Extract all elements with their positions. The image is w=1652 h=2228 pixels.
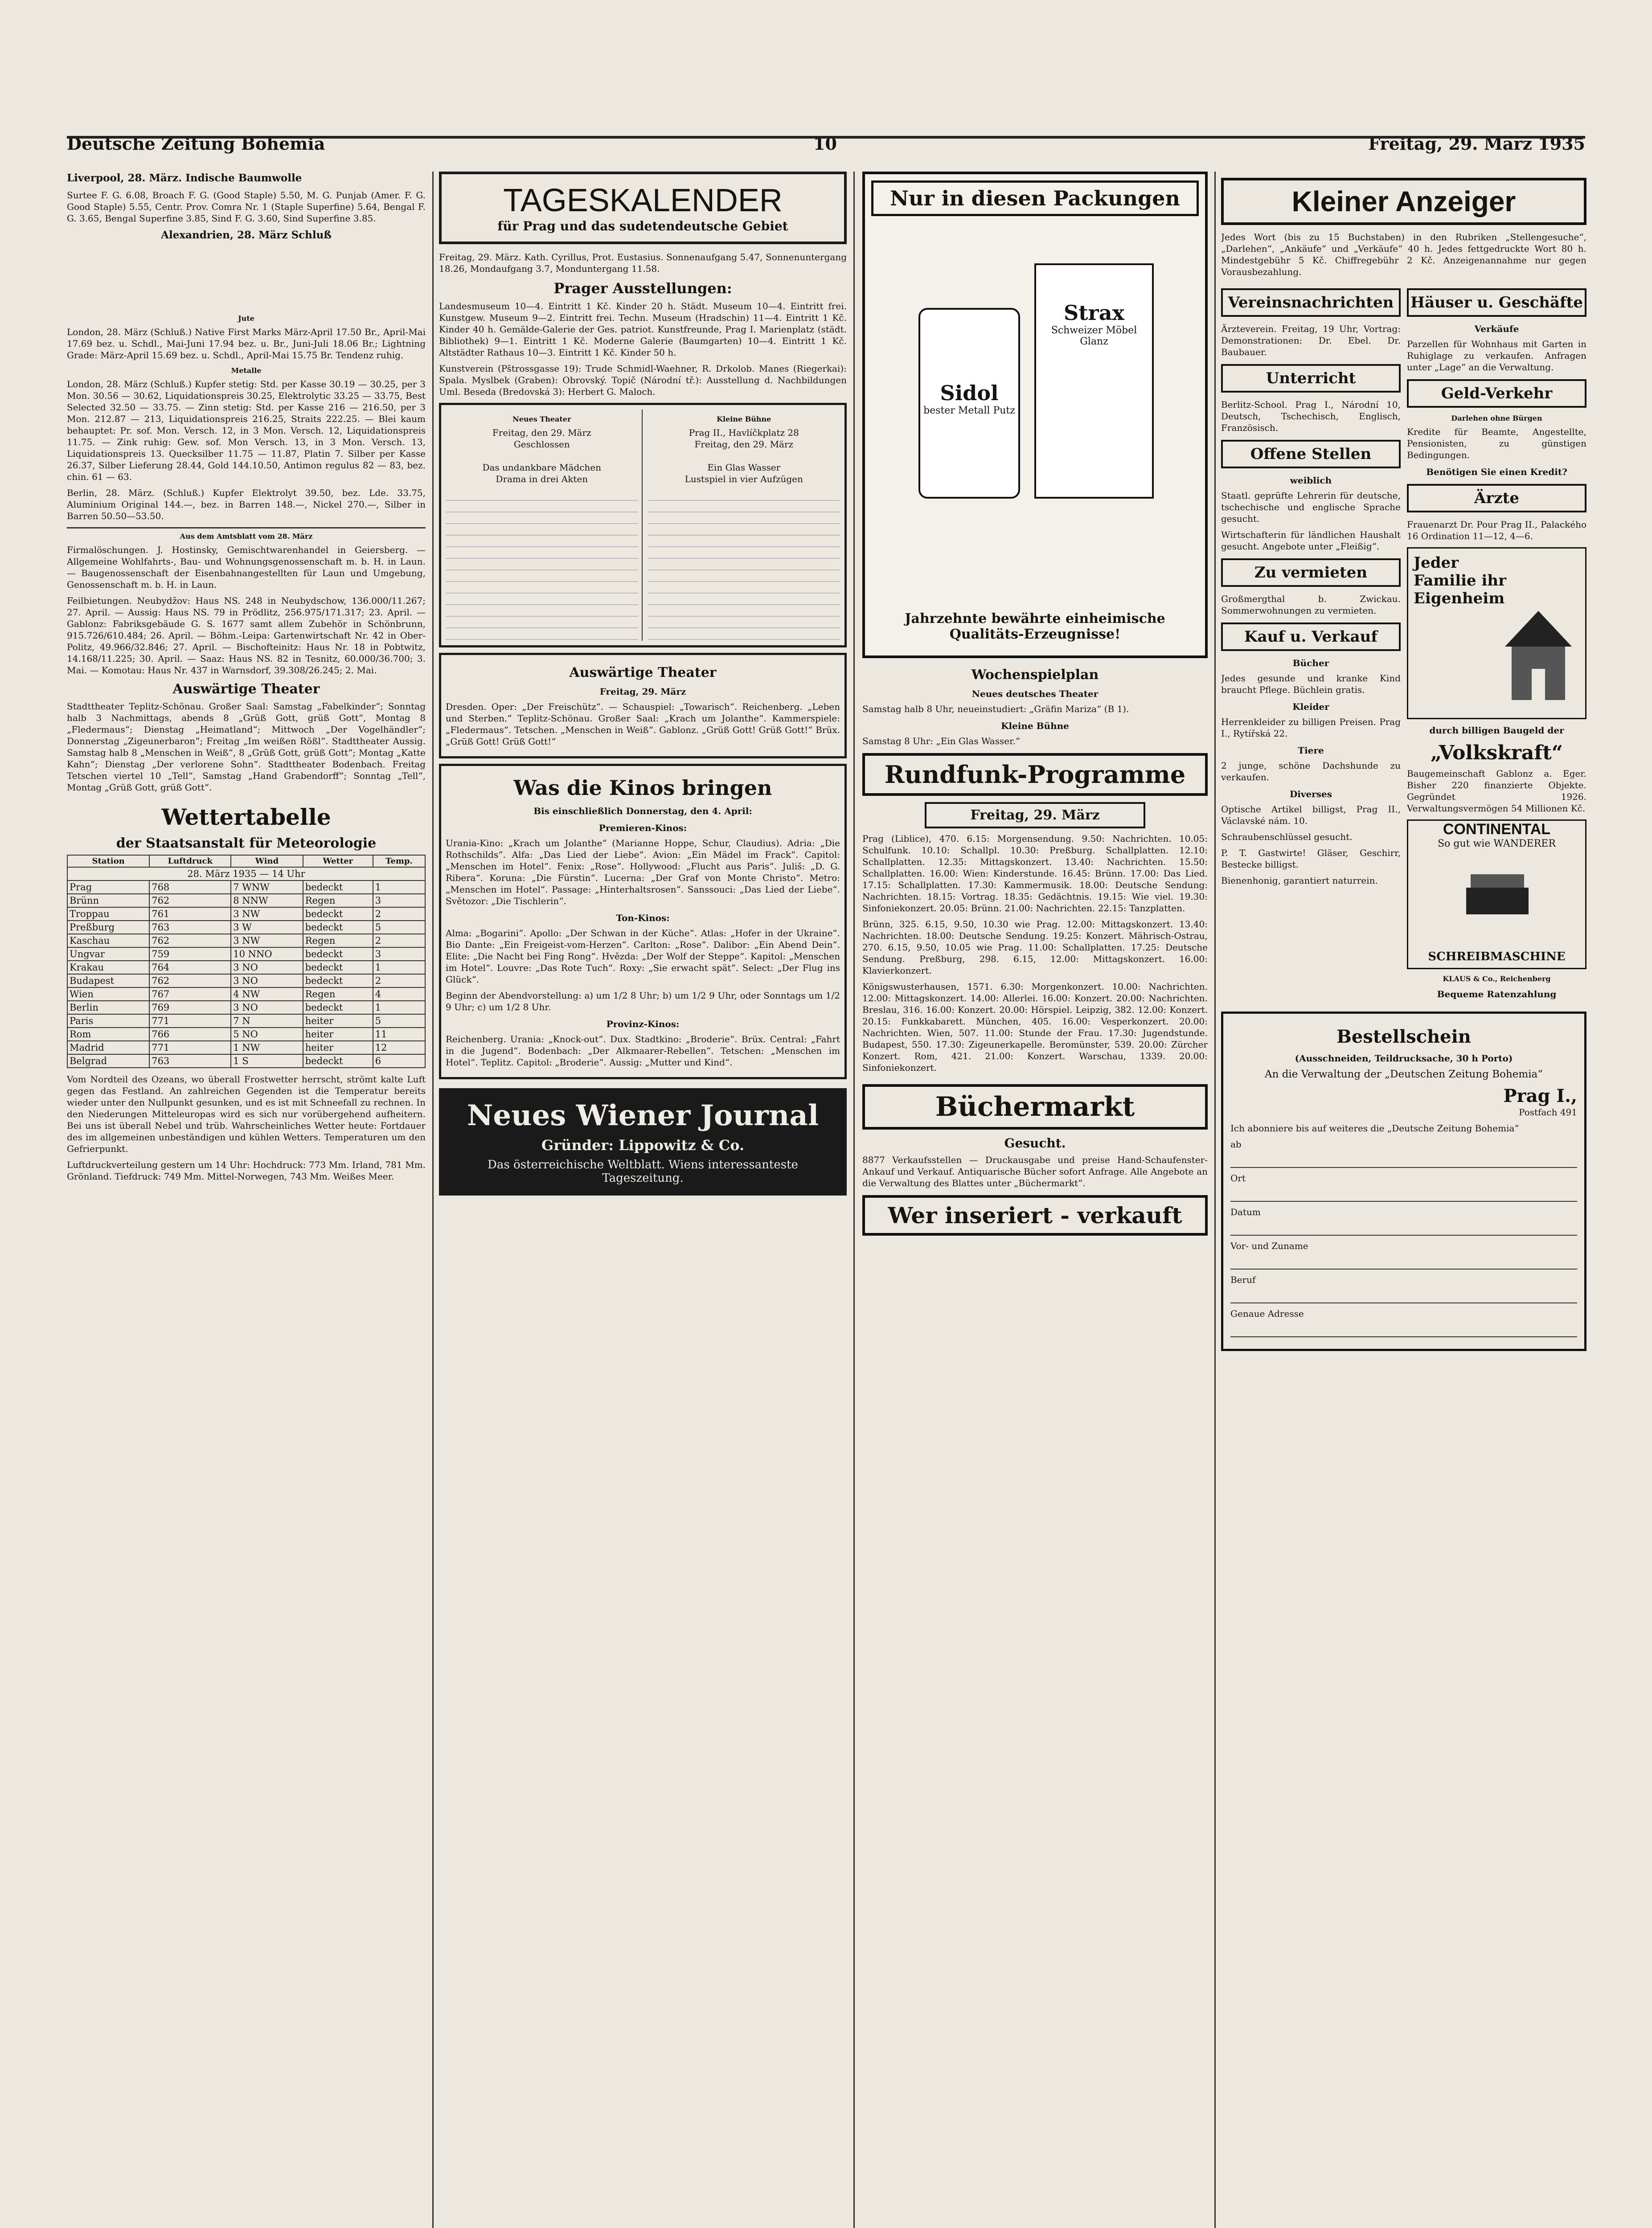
weather-cell: 5	[373, 1014, 425, 1028]
weather-cell: bedeckt	[303, 1054, 373, 1068]
dachshunde-text: 2 junge, schöne Dachshunde zu verkaufen.	[1221, 760, 1401, 782]
bestellschein[interactable]	[1221, 1012, 1586, 1351]
journal-founder: Gründer: Lippowitz & Co.	[541, 1137, 745, 1154]
classified-left	[1221, 282, 1401, 1003]
weather-time: 14 Uhr	[272, 868, 305, 879]
weather-cell: 766	[149, 1028, 231, 1041]
postfach-text: Postfach 491	[1519, 1107, 1577, 1118]
weather-cell: 763	[149, 1054, 231, 1068]
unterricht-label: Unterricht	[1221, 364, 1401, 393]
weather-cell: bedeckt	[303, 881, 373, 894]
weather-row	[67, 1028, 425, 1041]
neues-theater-text: Freitag, den 29. März Geschlossen Das undankbare Mädchen Drama in drei Akten	[482, 427, 602, 484]
header-right: Freitag, 29. März 1935	[1368, 134, 1585, 154]
weather-row	[67, 881, 425, 894]
weather-cell: 771	[149, 1014, 231, 1028]
weather-header: Wetter	[303, 855, 373, 867]
provinz-title: Provinz-Kinos:	[606, 1019, 680, 1029]
rundfunk-date: Freitag, 29. März	[925, 802, 1145, 828]
wirtschafterin-text: Wirtschafterin für ländlichen Haushalt gesucht. Angebote unter „Fleißig“.	[1221, 529, 1401, 552]
adresse-field[interactable]	[1230, 1308, 1577, 1337]
haeuser-label: Häuser u. Geschäfte	[1407, 288, 1586, 317]
ort-label: Ort	[1230, 1173, 1246, 1184]
header-rule	[67, 136, 1585, 139]
weather-cell: bedeckt	[303, 1001, 373, 1014]
weather-cell: 2	[373, 907, 425, 921]
weather-row	[67, 961, 425, 974]
ad-can2: Strax	[1064, 301, 1124, 325]
metals-text: London, 28. März (Schluß.) Kupfer stetig: Std. per Kasse 30.19 — 30.25, per 3 Mon. 30.56 — 30.62, Liquidationspreis 30.25, Elektrolytic 33.25 — 33.75, Best Selected 32.50 — 33.75. — Zinn stetig: Std. per Kasse 216 — 216.50, per 3 Mon. 212.87 — 213, Liquidationspreis 216.25, Straits 222.25. — Blei kaum behauptet: Pr. sof. Mon. Versch. 12, in 3 Mon. Versch. 12, Liquidationspreis 11.75. — Zink ruhig: Gew. sof. Mon Versch. 13, in 3 Mon. Versch. 13, Liquidationspreis 13. Quecksilber 11.75 — 11.87, Platin 7. Silber per Kasse 26.37, Silber Lieferung 28.44, Gold 144.10.50, Antimon regulus 82 — 83, bez. chin. 61 — 63.	[67, 379, 426, 482]
weather-cell: Berlin	[67, 1001, 149, 1014]
theater-title: Auswärtige Theater	[172, 681, 320, 697]
weather-cell: Budapest	[67, 974, 149, 987]
weather-cell: heiter	[303, 1028, 373, 1041]
weather-cell: 3 NO	[231, 974, 303, 987]
weiblich-head: weiblich	[1290, 475, 1332, 486]
aus-theater-title: Auswärtige Theater	[569, 665, 717, 680]
weather-cell: Regen	[303, 934, 373, 947]
amtsblatt-text: Firmalöschungen. J. Hostinsky, Gemischtwarenhandel in Geiersberg. — Allgemeine Wohlfahrts-, Bau- und Wohnungsgenossenschaft m. b. H. in Laun. — Baugenossenschaft der Eisenbahnangestellten für Laun und Umgebung, Genossenschaft m. b. H. in Laun.	[67, 545, 426, 590]
bienenhonig-text: Bienenhonig, garantiert naturrein.	[1221, 875, 1378, 886]
amtsblatt-title: Aus dem Amtsblatt vom 28. März	[67, 527, 426, 541]
cast-list	[446, 489, 638, 641]
weather-cell: 2	[373, 974, 425, 987]
classified-grid	[1221, 282, 1586, 1003]
weather-row	[67, 987, 425, 1001]
beruf-line[interactable]	[1230, 1289, 1577, 1303]
forecast-text: Vom Nordteil des Ozeans, wo überall Frostwetter herrscht, strömt kalte Luft gegen das Festland. An zahlreichen Gegenden ist die Temperatur bereits wieder unter den Nullpunkt gesunken, und es ist mit Schneefall zu rechnen. In den Niederungen Mitteleuropas wird es sich nur vorübergehend aufheitern. Bei uns ist überall Nebel und trüb. Wahrscheinliches Wetter heute: Fortdauer des im allgemeinen unbeständigen und kühlen Wetters. Temperaturen um den Gefrierpunkt.	[67, 1074, 426, 1154]
herren-preise-text: Herrenkleider zu billigen Preisen. Prag I., Rytířská 22.	[1221, 717, 1401, 739]
weather-row	[67, 974, 425, 987]
weather-cell: Belgrad	[67, 1054, 149, 1068]
jute-text: London, 28. März (Schluß.) Native First Marks März-April 17.50 Br., April-Mai 17.69 bez. u. Schdl., Mai-Juni 17.94 bez. u. Br., Juni-Juli 18.06 Br.; Lightning Grade: März-April 15.69 bez. u. Schdl., April-Mai 15.75 Br. Tendenz ruhig.	[67, 327, 426, 360]
alexandria-title: Alexandrien, 28. März Schluß	[161, 229, 332, 241]
weather-row	[67, 1001, 425, 1014]
weather-cell: 3 NW	[231, 907, 303, 921]
jute-title: Jute	[238, 314, 254, 323]
theater-program	[439, 403, 847, 647]
parzellen-text: Parzellen für Wohnhaus mit Garten in Ruhiglage zu verkaufen. Anfragen unter „Lage“ an die Verwaltung.	[1407, 339, 1586, 373]
vereinsnachrichten-label: Vereinsnachrichten	[1221, 288, 1401, 317]
weather-cell: 3 W	[231, 921, 303, 934]
weather-cell: 6	[373, 1054, 425, 1068]
weather-cell: 762	[149, 934, 231, 947]
weather-cell: 5 NO	[231, 1028, 303, 1041]
ab-field[interactable]	[1230, 1139, 1577, 1168]
weather-row	[67, 947, 425, 961]
family-ad	[1407, 547, 1586, 719]
weather-cell: heiter	[303, 1041, 373, 1054]
prag-text: Prag I.,	[1503, 1085, 1577, 1106]
weather-cell: bedeckt	[303, 961, 373, 974]
weather-cell: bedeckt	[303, 907, 373, 921]
kino-footer: Beginn der Abendvorstellung: a) um 1/2 8 Uhr; b) um 1/2 9 Uhr, oder Sonntags um 1/2 9 Uhr; c) um 1/2 8 Uhr.	[446, 990, 840, 1012]
rundfunk-text3: Königswusterhausen, 1571. 6.30: Morgenkonzert. 10.00: Nachrichten. 12.00: Mittagskonzert. 14.00: Allerlei. 16.00: Konzert. 20.00: Nachrichten. Breslau, 316. 16.00: Konzert. 20.00: Hörspiel. Leipzig, 382. 12.00: Konzert. 20.15: Funkkabarett. München, 405. 16.00: Vesperkonzert. 20.00: Nachrichten. Wien, 507. 11.00: Stunde der Frau. 17.30: Jugendstunde. Budapest, 550. 17.30: Zigeunerkapelle. Beromünster, 539. 20.00: Zürcher Konzert. Rom, 421. 21.00: Konzert. Warschau, 1339. 20.00: Sinfoniekonzert.	[862, 981, 1208, 1073]
wanderer-text: So gut wie WANDERER	[1438, 838, 1556, 849]
familie-ad-text: Jeder Familie ihr Eigenheim	[1414, 554, 1507, 607]
weather-cell: 759	[149, 947, 231, 961]
weather-row	[67, 1041, 425, 1054]
buechermarkt-title: Büchermarkt	[862, 1084, 1208, 1130]
weather-cell: Regen	[303, 894, 373, 907]
ad-slogan: Nur in diesen Packungen	[871, 180, 1199, 216]
tageskalender-subtitle: für Prag und das sudetendeutsche Gebiet	[497, 219, 788, 233]
berlitz-text: Berlitz-School. Prag I., Národní 10, Deutsch, Tschechisch, Englisch, Französisch.	[1221, 399, 1401, 433]
theater-text: Stadttheater Teplitz-Schönau. Großer Saal: Samstag „Fabelkinder“; Sonntag halb 3 Nachmittags, abends 8 „Grüß Gott, grüß Gott“, Montag 8 „Fledermaus“; Dienstag „Heimatland“; Mittwoch „Der Vogelhändler“; Donnerstag „Zigeunerbaron“; Freitag „Im weißen Rößl“. Stadttheater Aussig. Samstag halb 8 „Menschen in Weiß“, 8 „Grüß Gott, grüß Gott“; Montag „Katte Kahn“; Dienstag „Der verlorene Sohn“. Stadttheater Bodenbach. Freitag Tetschen viertel 10 „Tell“, Samstag „Hand Grabendorff“; Sonntag „Tell“, Montag „Grüß Gott, grüß Gott“.	[67, 701, 426, 793]
weather-cell: Paris	[67, 1014, 149, 1028]
typewriter-icon	[1462, 870, 1533, 919]
continental-ad	[1407, 819, 1586, 969]
weather-cell: Regen	[303, 987, 373, 1001]
column-calendar	[439, 172, 847, 2228]
bestellschein-title: Bestellschein	[1336, 1026, 1471, 1047]
tageskalender-title: TAGESKALENDER	[503, 183, 783, 218]
kredit-head: Benötigen Sie einen Kredit?	[1426, 467, 1567, 477]
weather-cell: Ungvar	[67, 947, 149, 961]
kino-premieren: Premieren-Kinos:	[598, 823, 687, 833]
weather-cell: Brünn	[67, 894, 149, 907]
kino-title: Was die Kinos bringen	[513, 776, 772, 800]
neues-theater-title: Neues Theater	[512, 415, 571, 423]
geld-verkehr-label: Geld-Verkehr	[1407, 379, 1586, 408]
jedes-gesunde-text: Jedes gesunde und kranke Kind braucht Pflege. Büchlein gratis.	[1221, 673, 1401, 695]
aerzte-label: Ärzte	[1407, 484, 1586, 512]
weather-cell: bedeckt	[303, 947, 373, 961]
cast-list	[648, 489, 840, 641]
darlehen-text: Kredite für Beamte, Angestellte, Pensionisten, zu günstigen Bedingungen.	[1407, 426, 1586, 460]
lehrerin-text: Staatl. geprüfte Lehrerin für deutsche, tschechische und englische Sprache gesucht.	[1221, 490, 1401, 524]
weather-cell: Rom	[67, 1028, 149, 1041]
weather-title: Wettertabelle	[161, 804, 331, 830]
datum-line[interactable]	[1230, 1221, 1577, 1236]
continental-title: CONTINENTAL	[1443, 821, 1551, 838]
volkskraft-title: „Volkskraft“	[1431, 741, 1563, 764]
metals-title: Metalle	[231, 366, 262, 375]
weather-cell: 3	[373, 894, 425, 907]
exhibitions-title: Prager Ausstellungen:	[553, 280, 732, 297]
strax-box	[1034, 263, 1154, 499]
weather-cell: Wien	[67, 987, 149, 1001]
weather-cell: 764	[149, 961, 231, 974]
weather-cell: Krakau	[67, 961, 149, 974]
volkskraft-text: Baugemeinschaft Gablonz a. Eger. Bisher 220 finanzierte Objekte. Gegründet 1926. Verwaltungsvermögen 54 Millionen Kč.	[1407, 768, 1586, 814]
weather-cell: 3 NO	[231, 1001, 303, 1014]
tageskalender-box	[439, 172, 847, 244]
ad-can2-sub: Schweizer Möbel Glanz	[1051, 325, 1137, 347]
weather-cell: 1	[373, 881, 425, 894]
journal-sub: Das österreichische Weltblatt. Wiens interessanteste Tageszeitung.	[488, 1158, 798, 1185]
column-rule	[1214, 172, 1216, 2228]
datum-label: Datum	[1230, 1207, 1261, 1217]
exhibitions-text: Landesmuseum 10—4. Eintritt 1 Kč. Kinder 20 h. Städt. Museum 10—4. Eintritt frei. Kunstgew. Museum 9—2. Eintritt frei. Techn. Museum (Hradschin) 11—4. Eintritt 1 Kč. Kinder 40 h. Gemälde-Galerie der Ges. patriot. Kunstfreunde, Prag I. Marienplatz (städt. Bibliothek) 9—1. Eintritt 1 Kč. Moderne Galerie (Baumgarten) 10—4. Eintritt 1 Kč. Altstädter Rathaus 10—3. Eintritt 1 Kč. Kinder 50 h.	[439, 301, 847, 358]
beruf-field[interactable]	[1230, 1274, 1577, 1303]
market-text: Surtee F. G. 6.08, Broach F. G. (Good Staple) 5.50, M. G. Punjab (Amer. F. G. Good Staple) 5.55, Centr. Prov. Comra Nr. 1 (Staple Superfine) 5.64, Bengal F. G. 3.65, Bengal Superfine 3.85, Sind F. G. 3.60, Sind Superfine 3.85.	[67, 190, 426, 224]
adresse-line[interactable]	[1230, 1323, 1577, 1337]
weather-cell: 763	[149, 921, 231, 934]
diverses-head: Diverses	[1289, 789, 1332, 799]
weather-header: Luftdruck	[149, 855, 231, 867]
frauenarzt-text: Frauenarzt Dr. Pour Prag II., Palackého 16 Ordination 11—12, 4—6.	[1407, 519, 1586, 541]
weather-cell: Kaschau	[67, 934, 149, 947]
house-illustration	[1500, 598, 1576, 709]
weather-cell: 1	[373, 961, 425, 974]
weather-row	[67, 1054, 425, 1068]
weather-subtitle: der Staatsanstalt für Meteorologie	[116, 836, 377, 851]
weather-cell: 7 N	[231, 1014, 303, 1028]
aus-theater-date: Freitag, 29. März	[599, 686, 686, 697]
schreibmaschine-text: SCHREIBMASCHINE	[1428, 950, 1566, 963]
classified-right	[1407, 282, 1586, 1003]
weather-cell: 1 S	[231, 1054, 303, 1068]
feilbietungen-text: Feilbietungen. Neubydžov: Haus NS. 248 in Neubydschow, 136.000/11.267; 27. April. — Aussig: Haus NS. 79 in Prödlitz, 256.975/171.317; 23. April. — Gablonz: Fabriksgebäude G. S. 1677 samt allem Zubehör in Schönbrunn, 915.726/610.484; 26. April. — Böhm.-Leipa: Gartenwirtschaft Nr. 42 in Ober-Politz, 49.966/32.846; 27. April. — Bischofteinitz: Haus Nr. 18 in Pobtwitz, 14.168/11.225; 30. April. — Saaz: Haus NS. 82 in Tesnitz, 60.000/36.700; 3. Mai. — Komotau: Haus Nr. 437 in Warnsdorf, 39.308/26.245; 2. Mai.	[67, 595, 426, 676]
column-rule	[853, 172, 855, 2228]
column-markets	[67, 172, 426, 2228]
weather-cell: 762	[149, 974, 231, 987]
price-table	[67, 246, 426, 309]
weather-cell: 1 NW	[231, 1041, 303, 1054]
kleider-head: Kleider	[1292, 701, 1329, 712]
abonniere-text: Ich abonniere bis auf weiteres die „Deutsche Zeitung Bohemia“	[1230, 1123, 1519, 1134]
tiere-head: Tiere	[1298, 745, 1324, 756]
bestellschein-sub: (Ausschneiden, Teildrucksache, 30 h Porto)	[1295, 1053, 1513, 1064]
weather-row	[67, 907, 425, 921]
weather-cell: Troppau	[67, 907, 149, 921]
optische-text: Optische Artikel billigst, Prag II., Václavské nám. 10.	[1221, 804, 1401, 826]
ort-field[interactable]	[1230, 1172, 1577, 1202]
name-field[interactable]	[1230, 1240, 1577, 1270]
aus-theater-box	[439, 653, 847, 758]
weather-cell: 10 NNO	[231, 947, 303, 961]
buecher-head: Bücher	[1292, 658, 1329, 668]
verwaltung-text: An die Verwaltung der „Deutschen Zeitung Bohemia“	[1264, 1069, 1543, 1080]
kino-subtitle: Bis einschließlich Donnerstag, den 4. April:	[533, 806, 752, 816]
rundfunk-text: Prag (Liblice), 470. 6.15: Morgensendung. 9.50: Nachrichten. 10.05: Schulfunk. 10.10: Schallpl. 10.30: Preßburg. Schallplatten. 12.10: Schallplatten. 12.35: Mittagskonzert. 13.40: Nachrichten. 15.50: Schallplatten. 16.00: Wien: Kinderstunde. 16.45: Brünn. 17.00: Das Lied. 17.15: Schallplatten. 17.30: Kammermusik. 18.00: Deutsche Sendung: Nachrichten. 18.15: Vortrag. 18.35: Gedächtnis. 19.15: Wie viel. 19.30: Sinfoniekonzert. 20.05: Brünn. 21.00: Nachrichten. 22.15: Tanzplatten.	[862, 833, 1208, 913]
kino-ton-text: Alma: „Bogarini“. Apollo: „Der Schwan in der Küche“. Atlas: „Hofer in der Ukraine“. Bio Dante: „Ein Freigeist-vom-Herzen“. Carlton: „Rose“. Dalibor: „Ein Abend Dein“. Elite: „Die Nacht bei Fing Rong“. Hvězda: „Der Wolf der Steppe“. Kapitol: „Menschen im Hotel“. Louvre: „Das Rote Tuch“. Roxy: „Sie erwacht spät“. Select: „Der Flug ins Glück“.	[446, 928, 840, 985]
weather-cell: 12	[373, 1041, 425, 1054]
adresse-label: Genaue Adresse	[1230, 1308, 1304, 1319]
aerzteverein-text: Ärzteverein. Freitag, 19 Uhr, Vortrag: Demonstrationen: Dr. Ebel. Dr. Baubauer.	[1221, 324, 1401, 357]
kino-box	[439, 764, 847, 1079]
name-label: Vor- und Zuname	[1230, 1241, 1308, 1251]
schrauben-text: Schraubenschlüssel gesucht.	[1221, 831, 1353, 842]
klaus-text: KLAUS & Co., Reichenberg	[1443, 975, 1551, 983]
column-radio	[862, 172, 1208, 2228]
ort-line[interactable]	[1230, 1188, 1577, 1202]
weather-cell: 761	[149, 907, 231, 921]
weather-cell: 768	[149, 881, 231, 894]
buechermarkt-sub: Gesucht.	[1004, 1136, 1066, 1151]
weather-cell: bedeckt	[303, 974, 373, 987]
volkskraft-sub: durch billigen Baugeld der	[1429, 725, 1564, 736]
kunst-text: Kunstverein (Pštrossgasse 19): Trude Schmidl-Waehner, R. Drkolob. Manes (Riegerkai): Spala. Myslbek (Graben): Obrovský. Topič (Národní tř.): Ausstellung d. Nachbildungen Uml. Beseda (Bredovská 3): Herbert G. Maloch.	[439, 363, 847, 397]
weather-cell: 771	[149, 1041, 231, 1054]
weather-cell: 767	[149, 987, 231, 1001]
aus-theater-text: Dresden. Oper: „Der Freischütz“. — Schauspiel: „Towarisch“. Reichenberg. „Leben und Sterben.“ Teplitz-Schönau. Großer Saal: „Krach um Jolanthe“. Kammerspiele: „Fledermaus“. Tetschen. „Menschen in Weiß“. Gablonz. „Grüß Gott! Grüß Gott!“ Brüx. „Grüß Gott! Grüß Gott!“	[446, 701, 840, 747]
kleine-buehne	[648, 410, 840, 641]
journal-ad	[439, 1088, 847, 1196]
weather-cell: Madrid	[67, 1041, 149, 1054]
datum-field[interactable]	[1230, 1206, 1577, 1236]
kleine-buehne-head: Kleine Bühne	[1001, 721, 1069, 731]
weather-cell: Prag	[67, 881, 149, 894]
weather-cell: 2	[373, 934, 425, 947]
berlin-text: Berlin, 28. März. (Schluß.) Kupfer Elektrolyt 39.50, bez. Lde. 33.75, Aluminium Original 144.—, bez. in Barren 148.—, Nickel 270.—, Silber in Barren 50.50—53.50.	[67, 487, 426, 521]
anzeiger-text: Jedes Wort (bis zu 15 Buchstaben) in den Rubriken „Stellengesuche“, „Darlehen“, „Ankäufe“ und „Verkäufe“ 40 h. Jedes fettgedruckte Wort 80 h. Mindestgebühr 5 Kč. Chiffregebühr 2 Kč. Anzeigenannahme nur gegen Vorausbezahlung.	[1221, 232, 1586, 277]
weather-table: Station Luftdruck Wind Wetter Temp. 28. März 1935 — 14 Uhr Prag 768 7 WNW bedeckt 1 Brünn 762 8 NNW Regen 3 Troppau 761 3 NW bedeckt 2 Preßburg 763 3 W bedeckt 5 Kaschau 762 3 NW Regen 2 Ungvar 759 10 NNO bedeckt 3 Krakau 764 3 NO bedeckt 1 Budapest 762 3 NO bedeckt 2 Wien 767 4 NW Regen 4 Berlin 769 3 NO bedeckt 1 Paris 771 7 N heiter 5 Rom 766 5 NO heiter 11 Madrid 771 1 NW heiter 12 Belgrad 763 1 S bedeckt 6	[67, 855, 426, 1068]
weather-row	[67, 1014, 425, 1028]
kauf-verkauf-label: Kauf u. Verkauf	[1221, 623, 1401, 651]
weather-date: 28. März 1935	[187, 868, 257, 879]
weather-header: Temp.	[373, 855, 425, 867]
weather-cell: 3 NO	[231, 961, 303, 974]
provinz-text: Reichenberg. Urania: „Knock-out“. Dux. Stadtkino: „Broderie“. Brüx. Central: „Fahrt in die Jugend“. Bodenbach: „Der Alkmaarer-Rebellen“. Tetschen: „Menschen im Hotel“. Teplitz. Capitol: „Broderie“. Aussig: „Mutter und Kind“.	[446, 1034, 840, 1068]
spielplan-sub: Neues deutsches Theater	[972, 688, 1099, 699]
weather-row	[67, 921, 425, 934]
weather-cell: 4	[373, 987, 425, 1001]
verkaufe-head: Verkäufe	[1474, 324, 1519, 334]
weather-cell: 769	[149, 1001, 231, 1014]
rundfunk-title: Rundfunk-Programme	[862, 753, 1208, 796]
zu-vermieten-label: Zu vermieten	[1221, 558, 1401, 587]
date-text: Freitag, 29. März. Kath. Cyrillus, Prot. Eustasius. Sonnenaufgang 5.47, Sonnenuntergang 18.26, Mondaufgang 3.7, Monduntergang 11.58.	[439, 252, 847, 274]
kino-ton: Ton-Kinos:	[616, 913, 670, 923]
weather-cell: 4 NW	[231, 987, 303, 1001]
ad-can1-sub: bester Metall Putz	[923, 405, 1015, 416]
buechermarkt-text: 8877 Verkaufsstellen — Druckausgabe und preise Hand-Schaufenster-Ankauf und Verkauf. Antiquarische Bücher sofort Anfrage. Alle Angebote an die Verwaltung des Blattes unter „Büchermarkt“.	[862, 1155, 1208, 1188]
kleine-buehne-title: Kleine Bühne	[717, 415, 771, 423]
spielplan-text: Samstag halb 8 Uhr, neueinstudiert: „Gräfin Mariza“ (B 1).	[862, 704, 1129, 714]
weather-cell: 3	[373, 947, 425, 961]
gastwirte-text: P. T. Gastwirte! Gläser, Geschirr, Bestecke billigst.	[1221, 848, 1401, 870]
beruf-label: Beruf	[1230, 1274, 1256, 1285]
weather-header: Wind	[231, 855, 303, 867]
weather-cell: 1	[373, 1001, 425, 1014]
ab-label: ab	[1230, 1139, 1242, 1150]
kleine-buehne-text: Samstag 8 Uhr: „Ein Glas Wasser.“	[862, 736, 1021, 746]
page-number: 10	[813, 134, 837, 154]
sidol-ad	[862, 172, 1208, 658]
column-rule	[432, 172, 434, 2228]
ad-footer: Jahrzehnte bewährte einheimische Qualitäts-Erzeugnisse!	[905, 611, 1165, 642]
darlehen-head: Darlehen ohne Bürgen	[1451, 414, 1542, 422]
sidol-can	[918, 308, 1020, 499]
kleiner-anzeiger-title: Kleiner Anzeiger	[1221, 178, 1586, 225]
spielplan-title: Wochenspielplan	[971, 667, 1099, 683]
ad-can1: Sidol	[940, 381, 999, 405]
header-left: Deutsche Zeitung Bohemia	[67, 134, 325, 154]
weather-cell: bedeckt	[303, 921, 373, 934]
weather-row	[67, 894, 425, 907]
rundfunk-text2: Brünn, 325. 6.15, 9.50, 10.30 wie Prag. 12.00: Mittagskonzert. 13.40: Nachrichten. 18.00: Deutsche Sendung. 19.25: Konzert. Mährisch-Ostrau, 270. 6.15, 9.50, 10.05 wie Prag. 11.00: Schallplatten. 17.25: Deutsche Sendung. Preßburg, 298. 6.15, 12.00: Mittagskonzert. 16.00: Klavierkonzert.	[862, 919, 1208, 976]
weather-cell: 3 NW	[231, 934, 303, 947]
journal-title: Neues Wiener Journal	[467, 1099, 819, 1132]
weather-header: Station	[67, 855, 149, 867]
ab-line[interactable]	[1230, 1154, 1577, 1168]
name-line[interactable]	[1230, 1255, 1577, 1270]
offene-stellen-label: Offene Stellen	[1221, 440, 1401, 468]
klaus-sub: Bequeme Ratenzahlung	[1437, 989, 1557, 999]
market-title: Liverpool, 28. März. Indische Baumwolle	[67, 172, 302, 184]
kino-text: Urania-Kino: „Krach um Jolanthe“ (Marianne Hoppe, Schur, Claudius). Adria: „Die Rothschilds“. Alfa: „Das Lied der Liebe“. Avion: „Ein Mädel im Frack“. Capitol: „Menschen im Hotel“. Fenix: „Rose“. Hollywood: „Flucht aus Paris“. Juliš: „D. G. Ribera“. Koruna: „Die Fürstin“. Lucerna: „Der Graf von Monte Christo“. Metro: „Menschen im Hotel“. Passage: „Hinterhaltsrosen“. Sanssouci: „Das Lied der Liebe“. Světozor: „Die Tischlerin“.	[446, 838, 840, 906]
weather-cell: 8 NNW	[231, 894, 303, 907]
wer-inseriert: Wer inseriert - verkauft	[862, 1195, 1208, 1236]
neues-theater	[446, 410, 643, 641]
weather-cell: 5	[373, 921, 425, 934]
kleine-buehne-text: Prag II., Havlíčkplatz 28 Freitag, den 29. März Ein Glas Wasser Lustspiel in vier Aufzügen	[685, 427, 803, 484]
weather-row	[67, 934, 425, 947]
weather-cell: 11	[373, 1028, 425, 1041]
column-classifieds	[1221, 172, 1586, 2228]
weather-cell: heiter	[303, 1014, 373, 1028]
grossmergthal-text: Großmergthal b. Zwickau. Sommerwohnungen zu vermieten.	[1221, 594, 1401, 616]
weather-cell: Preßburg	[67, 921, 149, 934]
weather-footer: Luftdruckverteilung gestern um 14 Uhr: Hochdruck: 773 Mm. Irland, 781 Mm. Grönland. Tiefdruck: 749 Mm. Mittel-Norwegen, 743 Mm. Weißes Meer.	[67, 1159, 426, 1182]
weather-cell: 7 WNW	[231, 881, 303, 894]
weather-cell: 762	[149, 894, 231, 907]
